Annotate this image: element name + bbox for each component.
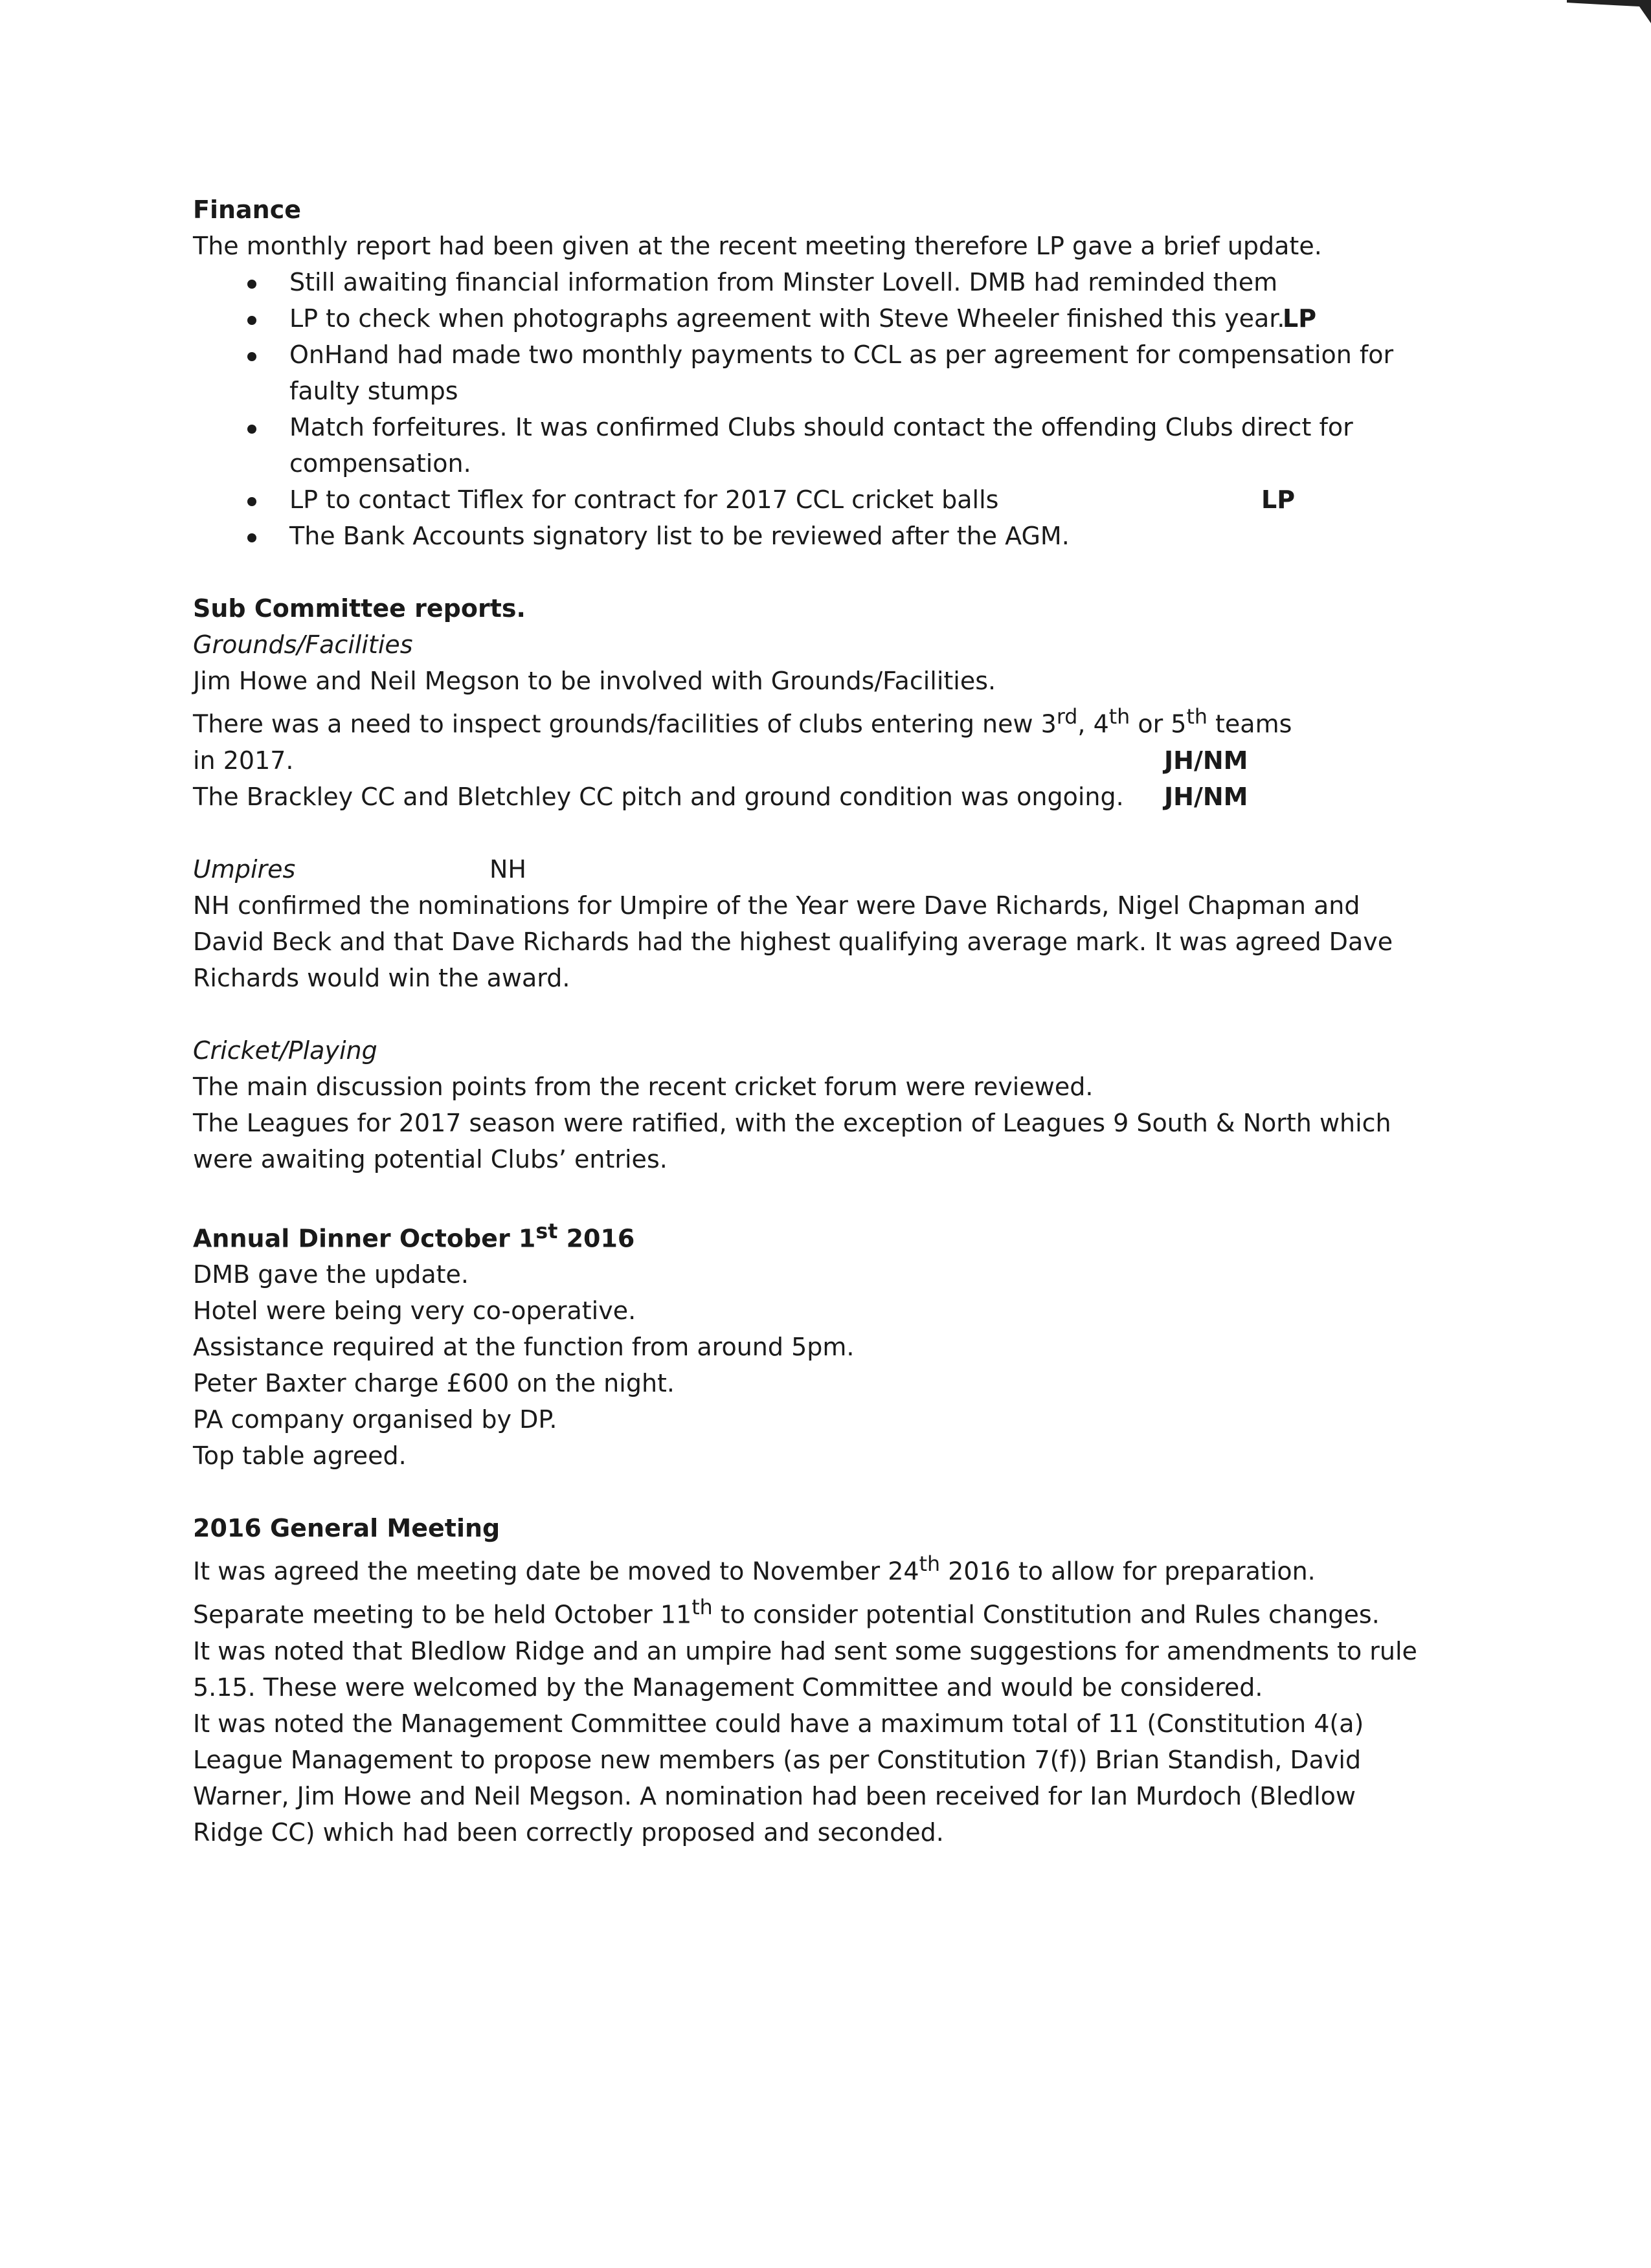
- bullet-text-line-1: OnHand had made two monthly payments to CCL as per agreement for compensation for: [289, 340, 1394, 369]
- umpires-line-2: David Beck and that Dave Richards had the highest qualifying average mark. It was agreed Dave: [193, 927, 1393, 956]
- grounds-line-3: in 2017. JH/NM: [193, 742, 1423, 779]
- bullet-text-line-2: compensation.: [289, 449, 471, 478]
- spacer: [193, 815, 1423, 851]
- grounds-line-2: There was a need to inspect grounds/facilities of clubs entering new 3rd, 4th or 5th teams: [193, 706, 1292, 739]
- dinner-line-3: Assistance required at the function from around 5pm.: [193, 1333, 855, 1362]
- grounds-subheading: Grounds/Facilities: [193, 630, 413, 659]
- finance-bullet-1: [193, 264, 1423, 300]
- dinner-line-4: Peter Baxter charge £600 on the night.: [193, 1369, 675, 1398]
- umpires-line-1: NH confirmed the nominations for Umpire of the Year were Dave Richards, Nigel Chapman and: [193, 891, 1360, 920]
- finance-bullet-4: [193, 409, 1423, 482]
- spacer: [193, 1177, 1423, 1214]
- general-meeting-heading: 2016 General Meeting: [193, 1514, 500, 1543]
- bullet-text-line-1: Match forfeitures. It was confirmed Clubs should contact the offending Clubs direct for: [289, 413, 1353, 441]
- general-meeting-line-6: League Management to propose new members (as per Constitution 7(f)) Brian Standish, David: [193, 1745, 1362, 1774]
- cricket-line-3: were awaiting potential Clubs’ entries.: [193, 1144, 668, 1173]
- bullet-text: LP to contact Tiflex for contract for 2017 CCL cricket balls: [289, 485, 999, 514]
- finance-bullet-3: [193, 337, 1423, 409]
- bullet-text: The Bank Accounts signatory list to be reviewed after the AGM.: [289, 522, 1070, 550]
- dinner-line-5: PA company organised by DP.: [193, 1405, 557, 1434]
- cricket-line-1: The main discussion points from the recent cricket forum were reviewed.: [193, 1072, 1094, 1101]
- umpires-subheading: Umpires: [193, 854, 296, 884]
- grounds-line-1: Jim Howe and Neil Megson to be involved with Grounds/Facilities.: [193, 667, 996, 695]
- finance-bullet-6: [193, 518, 1423, 554]
- bullet-text: LP to check when photographs agreement with Steve Wheeler finished this year.: [289, 304, 1285, 333]
- dinner-line-1: DMB gave the update.: [193, 1260, 469, 1289]
- grounds-line-4: The Brackley CC and Bletchley CC pitch and ground condition was ongoing. JH/NM: [193, 779, 1423, 815]
- action-owner-lp: LP: [1261, 485, 1296, 514]
- spacer: [193, 554, 1423, 590]
- finance-bullet-2: [193, 300, 1423, 337]
- finance-intro: The monthly report had been given at the recent meeting therefore LP gave a brief update.: [193, 232, 1322, 260]
- action-owner-jh-nm: JH/NM: [1164, 782, 1248, 811]
- document-body: [193, 192, 1423, 1851]
- umpires-owner: NH: [489, 854, 526, 884]
- general-meeting-line-1: It was agreed the meeting date be moved to November 24th 2016 to allow for preparation.: [193, 1553, 1316, 1586]
- bullet-text-line-2: faulty stumps: [289, 377, 458, 405]
- dinner-line-2: Hotel were being very co-operative.: [193, 1296, 636, 1326]
- umpires-line-3: Richards would win the award.: [193, 963, 570, 992]
- action-owner-jh-nm: JH/NM: [1164, 746, 1248, 775]
- bullet-text: Still awaiting financial information from Minster Lovell. DMB had reminded them: [289, 268, 1278, 296]
- finance-bullet-list: [193, 264, 1423, 554]
- general-meeting-line-2: Separate meeting to be held October 11th to consider potential Constitution and Rules changes.: [193, 1595, 1380, 1629]
- general-meeting-line-7: Warner, Jim Howe and Neil Megson. A nomination had been received for Ian Murdoch (Bledlow: [193, 1781, 1356, 1810]
- cricket-subheading: Cricket/Playing: [193, 1036, 377, 1065]
- general-meeting-line-5: It was noted the Management Committee could have a maximum total of 11 (Constitution 4(a): [193, 1709, 1364, 1738]
- action-owner-lp: LP: [1283, 304, 1317, 333]
- cricket-line-2: The Leagues for 2017 season were ratified, with the exception of Leagues 9 South & North which: [193, 1108, 1391, 1137]
- subcommittee-heading: Sub Committee reports.: [193, 594, 526, 623]
- finance-heading: Finance: [193, 195, 302, 224]
- general-meeting-line-3: It was noted that Bledlow Ridge and an umpire had sent some suggestions for amendments to rule: [193, 1636, 1417, 1665]
- spacer: [193, 996, 1423, 1032]
- finance-bullet-5: [193, 482, 1423, 518]
- general-meeting-line-4: 5.15. These were welcomed by the Management Committee and would be considered.: [193, 1673, 1263, 1702]
- general-meeting-line-8: Ridge CC) which had been correctly proposed and seconded.: [193, 1818, 944, 1847]
- spacer: [193, 1474, 1423, 1510]
- scan-corner-mark: [1567, 0, 1651, 23]
- dinner-line-6: Top table agreed.: [193, 1441, 407, 1471]
- umpires-subheading-row: [193, 851, 1423, 887]
- dinner-heading: Annual Dinner October 1st 2016: [193, 1219, 635, 1253]
